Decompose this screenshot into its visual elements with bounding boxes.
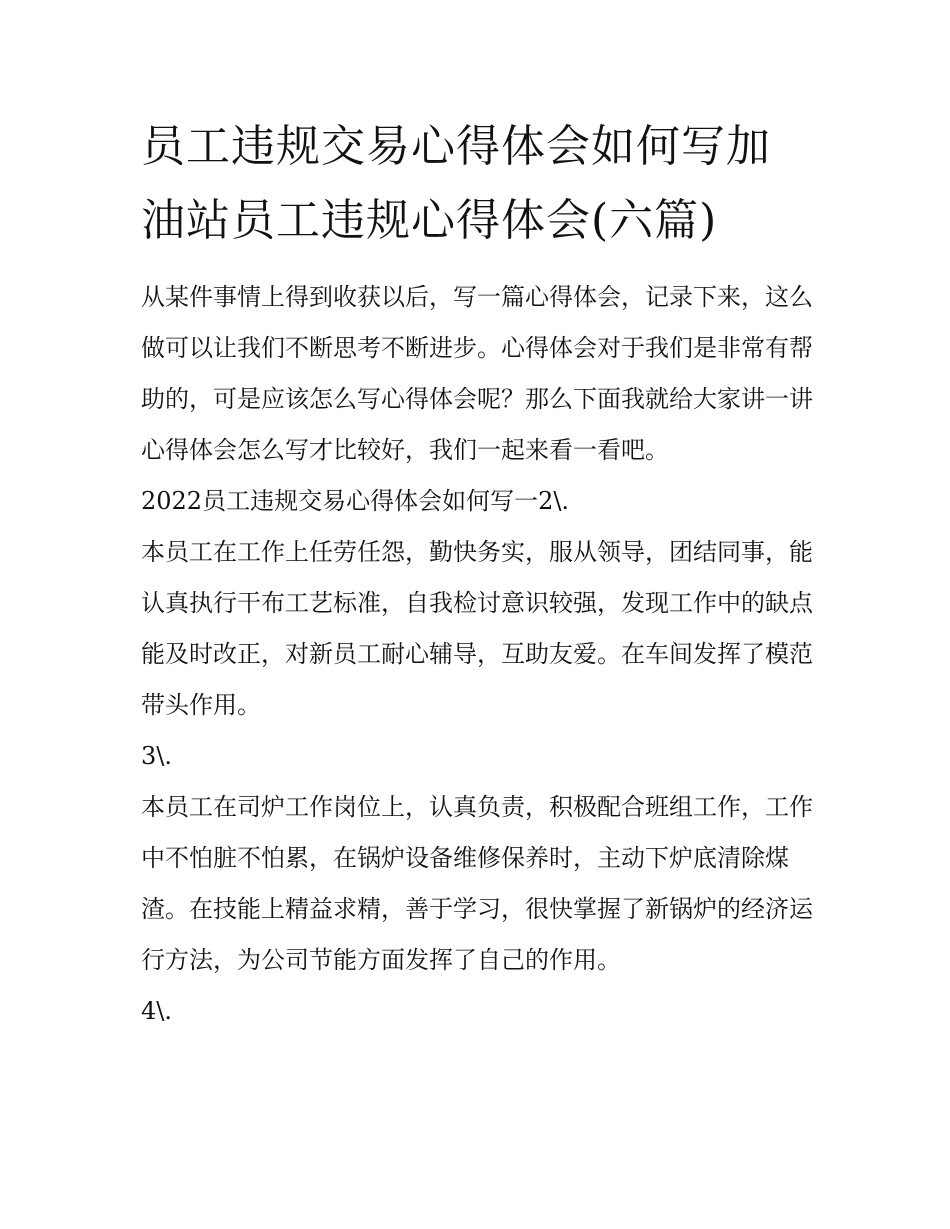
body-paragraph: 本员工在工作上任劳任怨，勤快务实，服从领导，团结同事，能认真执行干布工艺标准，自我检讨意识较强，发现工作中的缺点能及时改正，对新员工耐心辅导，互助友爱。在车间发挥了模范带头作用。 bbox=[141, 538, 813, 719]
document-title: 员工违规交易心得体会如何写加油站员工违规心得体会(六篇) bbox=[141, 121, 771, 246]
section-number: 4\. bbox=[141, 997, 172, 1025]
section-number: 3\. bbox=[141, 742, 172, 770]
document-body bbox=[141, 110, 813, 1037]
intro-paragraph: 从某件事情上得到收获以后，写一篇心得体会，记录下来，这么做可以让我们不断思考不断进步。心得体会对于我们是非常有帮助的，可是应该怎么写心得体会呢？那么下面我就给大家讲一讲心得体会怎么写才比较好，我们一起来看一看吧。 bbox=[141, 283, 813, 464]
section-heading: 2022员工违规交易心得体会如何写一2\. bbox=[141, 487, 570, 515]
body-paragraph: 本员工在司炉工作岗位上，认真负责，积极配合班组工作，工作中不怕脏不怕累，在锅炉设备维修保养时，主动下炉底清除煤渣。在技能上精益求精，善于学习，很快掌握了新锅炉的经济运行方法，为公司节能方面发挥了自己的作用。 bbox=[141, 793, 813, 974]
